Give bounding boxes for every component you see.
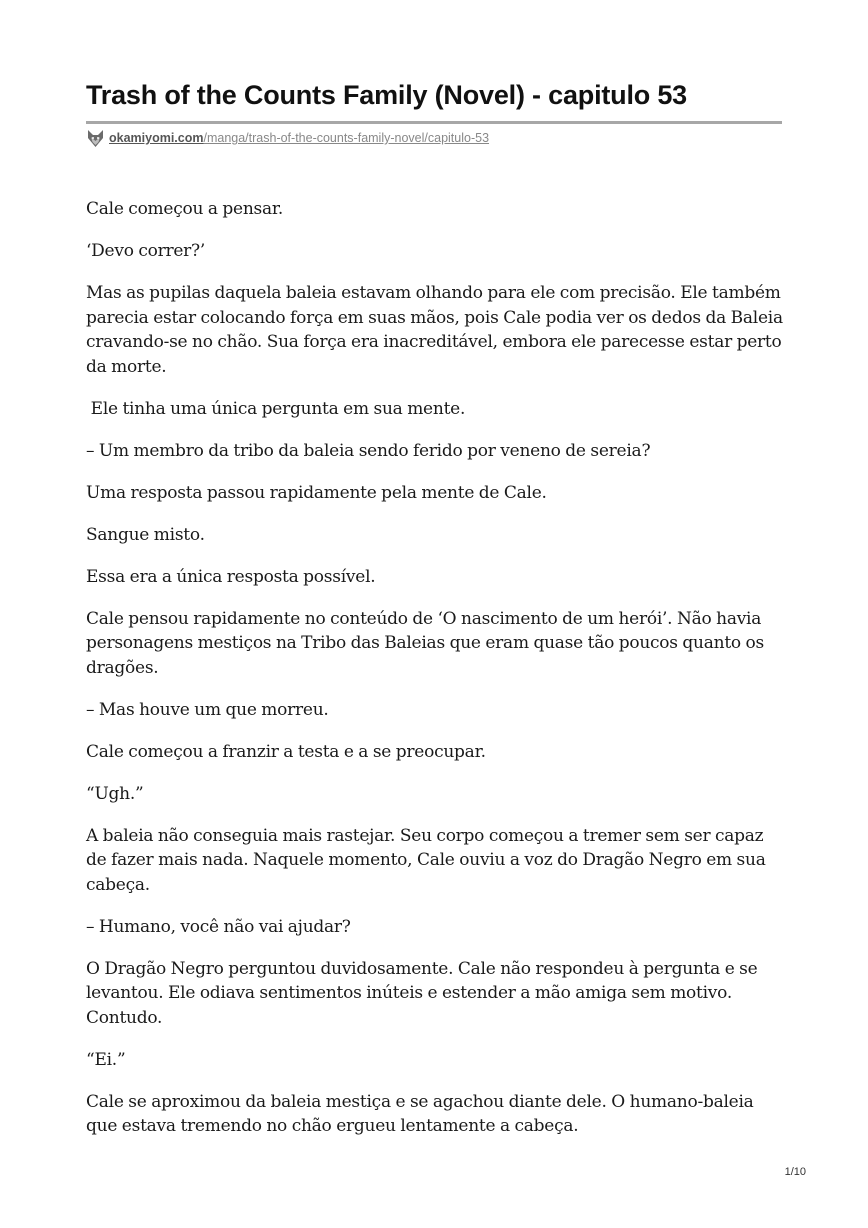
paragraph: – Humano, você não vai ajudar? [86, 916, 351, 937]
paragraph: Cale começou a franzir a testa e a se preocupar. [86, 741, 486, 762]
source-domain[interactable]: okamiyomi.com [109, 131, 204, 145]
page-number: 1/10 [784, 1166, 806, 1178]
paragraph: Mas as pupilas daquela baleia estavam olhando para ele com precisão. Ele também parecia estar colocando força em suas mãos, pois Cale podia ver os dedos da Baleia cravando-se no chão. Sua força era inacreditável, embora ele parecesse estar perto da morte. [86, 283, 783, 377]
paragraph: Cale começou a pensar. [86, 199, 284, 219]
paragraph: O Dragão Negro perguntou duvidosamente. Cale não respondeu à pergunta e se levantou. Ele odiava sentimentos inúteis e estender a mão amiga sem motivo. Contudo. [86, 958, 758, 1028]
source-path[interactable]: /manga/trash-of-the-counts-family-novel/capitulo-53 [203, 131, 490, 145]
title-divider [86, 121, 782, 124]
paragraph: Cale se aproximou da baleia mestiça e se agachou diante dele. O humano-baleia que estava tremendo no chão ergueu lentamente a cabeça. [86, 1091, 754, 1136]
paragraph: Uma resposta passou rapidamente pela mente de Cale. [86, 482, 547, 503]
paragraph: “Ei.” [86, 1049, 126, 1070]
paragraph: – Um membro da tribo da baleia sendo ferido por veneno de sereia? [86, 440, 651, 461]
source-link[interactable] [86, 128, 489, 148]
paragraph: – Mas houve um que morreu. [86, 699, 329, 720]
paragraph: Sangue misto. [86, 524, 205, 545]
paragraph: A baleia não conseguia mais rastejar. Seu corpo começou a tremer sem ser capaz de fazer mais nada. Naquele momento, Cale ouviu a voz do Dragão Negro em sua cabeça. [86, 825, 766, 895]
paragraph: Cale pensou rapidamente no conteúdo de ‘O nascimento de um herói’. Não havia personagens mestiços na Tribo das Baleias que eram quase tão poucos quanto os dragões. [86, 608, 765, 678]
paragraph: ‘Devo correr?’ [86, 241, 206, 261]
article-body [86, 197, 786, 1156]
paragraph: “Ugh.” [86, 783, 144, 804]
paragraph: Essa era a única resposta possível. [86, 566, 376, 587]
page-title: Trash of the Counts Family (Novel) - capitulo 53 [86, 80, 687, 110]
wolf-logo-icon [86, 129, 105, 148]
paragraph: Ele tinha uma única pergunta em sua mente. [86, 398, 466, 419]
